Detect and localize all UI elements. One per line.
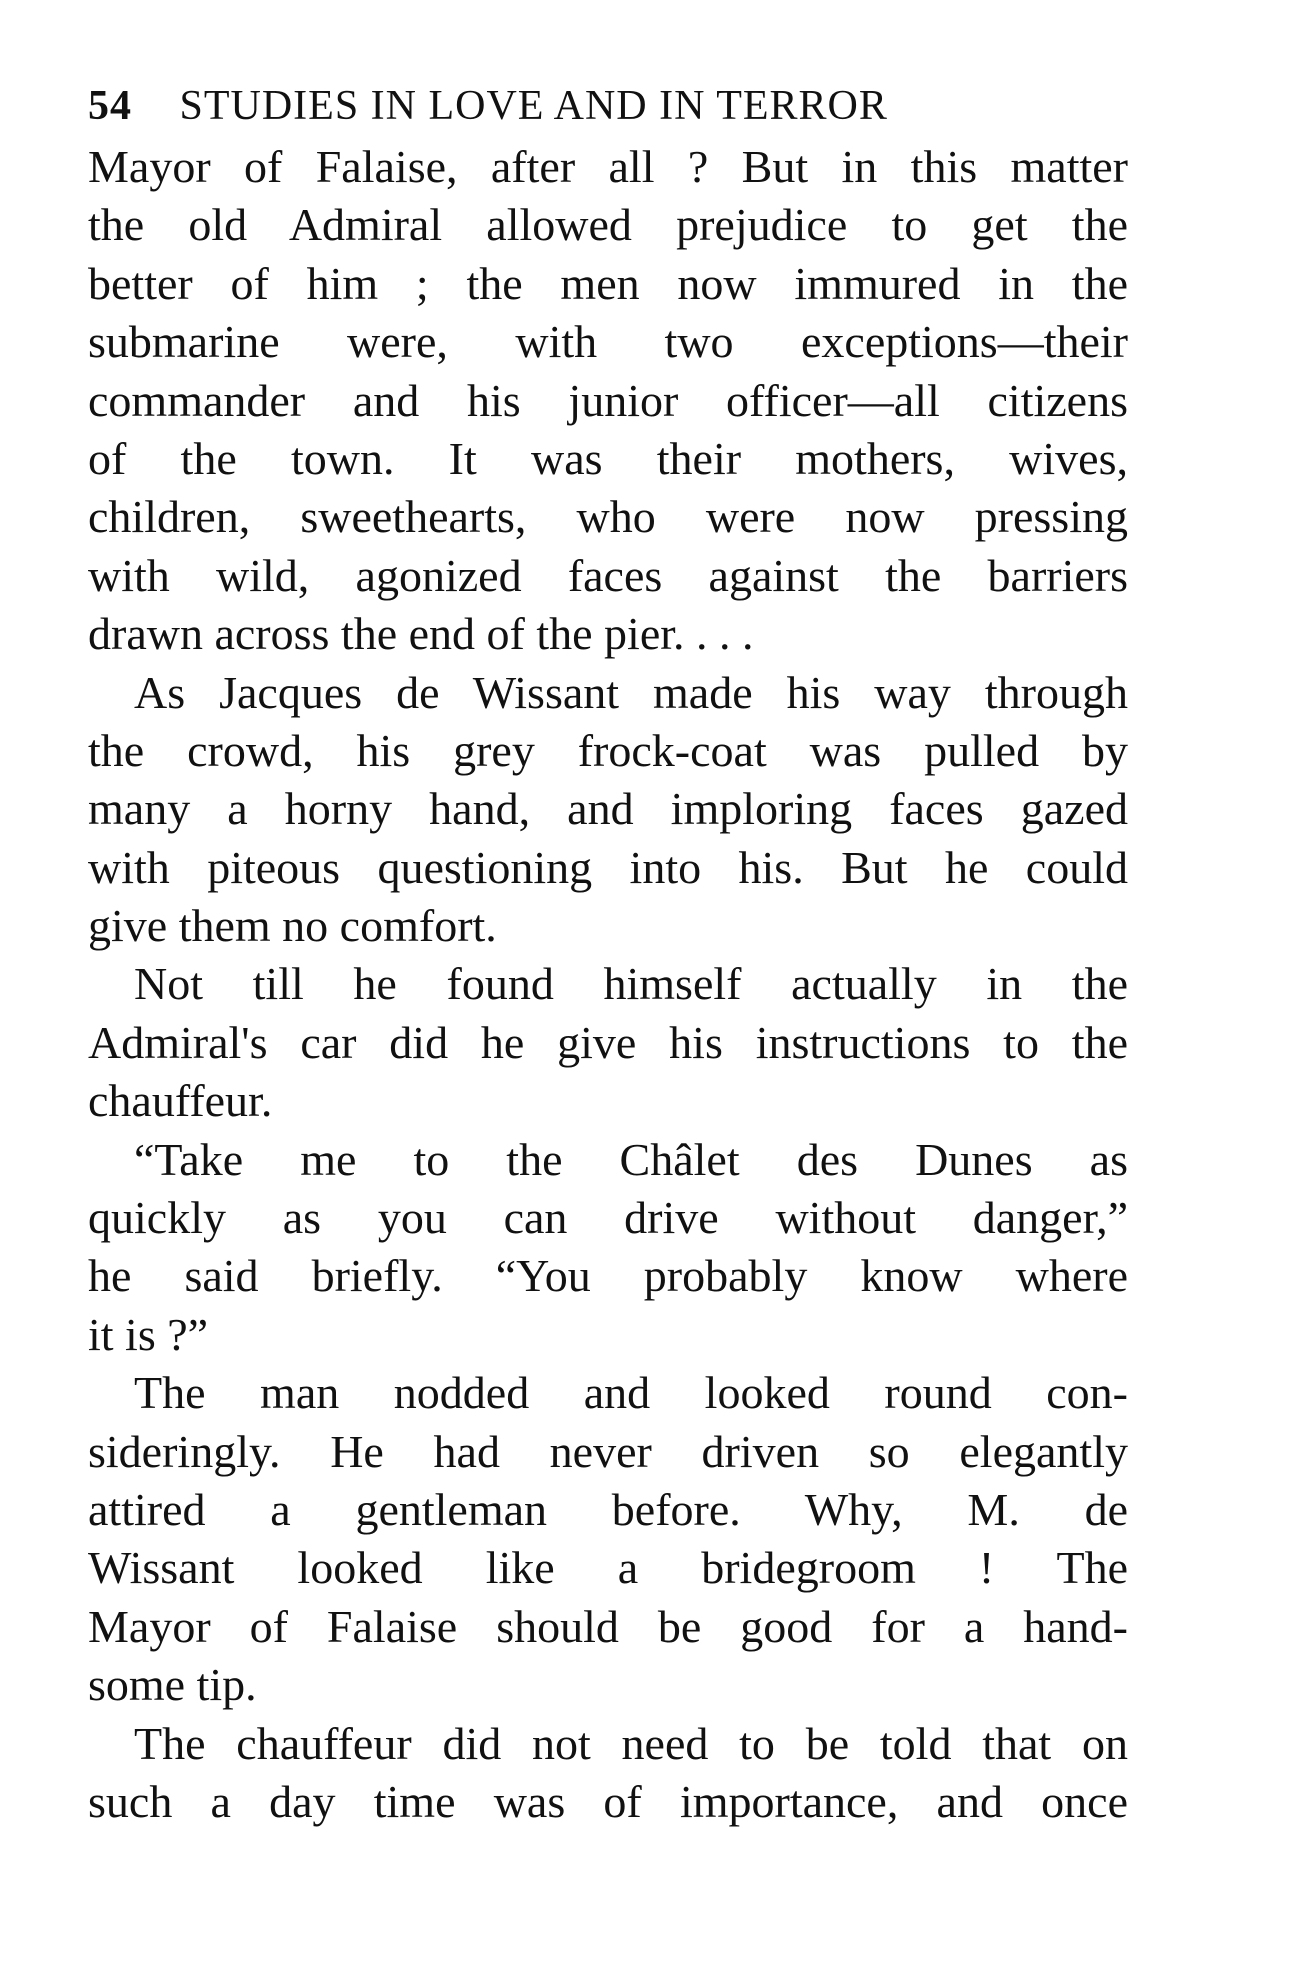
text-line: Wissant looked like a bridegroom ! The — [88, 1542, 1128, 1594]
text-line: the old Admiral allowed prejudice to get the — [88, 199, 1128, 251]
book-page — [88, 76, 1128, 1831]
text-line: such a day time was of importance, and once — [88, 1775, 1128, 1827]
text-line: The man nodded and looked round con- — [134, 1367, 1128, 1419]
text-line: chauffeur. — [88, 1075, 273, 1127]
text-line: some tip. — [88, 1659, 257, 1711]
running-header — [88, 76, 1128, 136]
text-line: give them no comfort. — [88, 900, 497, 952]
text-line: submarine were, with two exceptions—their — [88, 316, 1128, 368]
text-line: Mayor of Falaise should be good for a hand- — [88, 1600, 1128, 1652]
text-line: quickly as you can drive without danger,” — [88, 1192, 1128, 1244]
paragraph — [88, 664, 1128, 956]
text-line: of the town. It was their mothers, wives, — [88, 432, 1128, 484]
text-line: The chauffeur did not need to be told that on — [134, 1717, 1128, 1769]
text-line: with piteous questioning into his. But he could — [88, 841, 1128, 893]
body-text — [88, 138, 1128, 1831]
text-line: it is ?” — [88, 1308, 209, 1360]
text-line: the crowd, his grey frock-coat was pulled by — [88, 724, 1128, 776]
text-line: Mayor of Falaise, after all ? But in this matter — [88, 141, 1128, 192]
text-line: children, sweethearts, who were now pressing — [88, 491, 1128, 543]
text-line: attired a gentleman before. Why, M. de — [88, 1483, 1128, 1535]
running-title: STUDIES IN LOVE AND IN TERROR — [179, 83, 888, 129]
paragraph — [88, 1715, 1128, 1832]
paragraph — [88, 1131, 1128, 1365]
paragraph — [88, 955, 1128, 1130]
text-line: Not till he found himself actually in the — [134, 958, 1128, 1010]
text-line: many a horny hand, and imploring faces gazed — [88, 783, 1128, 835]
paragraph — [88, 1364, 1128, 1714]
text-line: better of him ; the men now immured in the — [88, 257, 1128, 309]
text-line: As Jacques de Wissant made his way through — [134, 666, 1128, 718]
text-line: sideringly. He had never driven so elegantly — [88, 1425, 1128, 1477]
text-line: commander and his junior officer—all citizens — [88, 374, 1128, 426]
text-line: “Take me to the Châlet des Dunes as — [134, 1133, 1128, 1185]
text-line: drawn across the end of the pier. . . . — [88, 608, 754, 660]
paragraph — [88, 138, 1128, 664]
text-line: with wild, agonized faces against the barriers — [88, 549, 1128, 601]
text-line: he said briefly. “You probably know where — [88, 1250, 1128, 1302]
text-line: Admiral's car did he give his instructions to the — [88, 1016, 1128, 1068]
page-number: 54 — [88, 83, 132, 129]
